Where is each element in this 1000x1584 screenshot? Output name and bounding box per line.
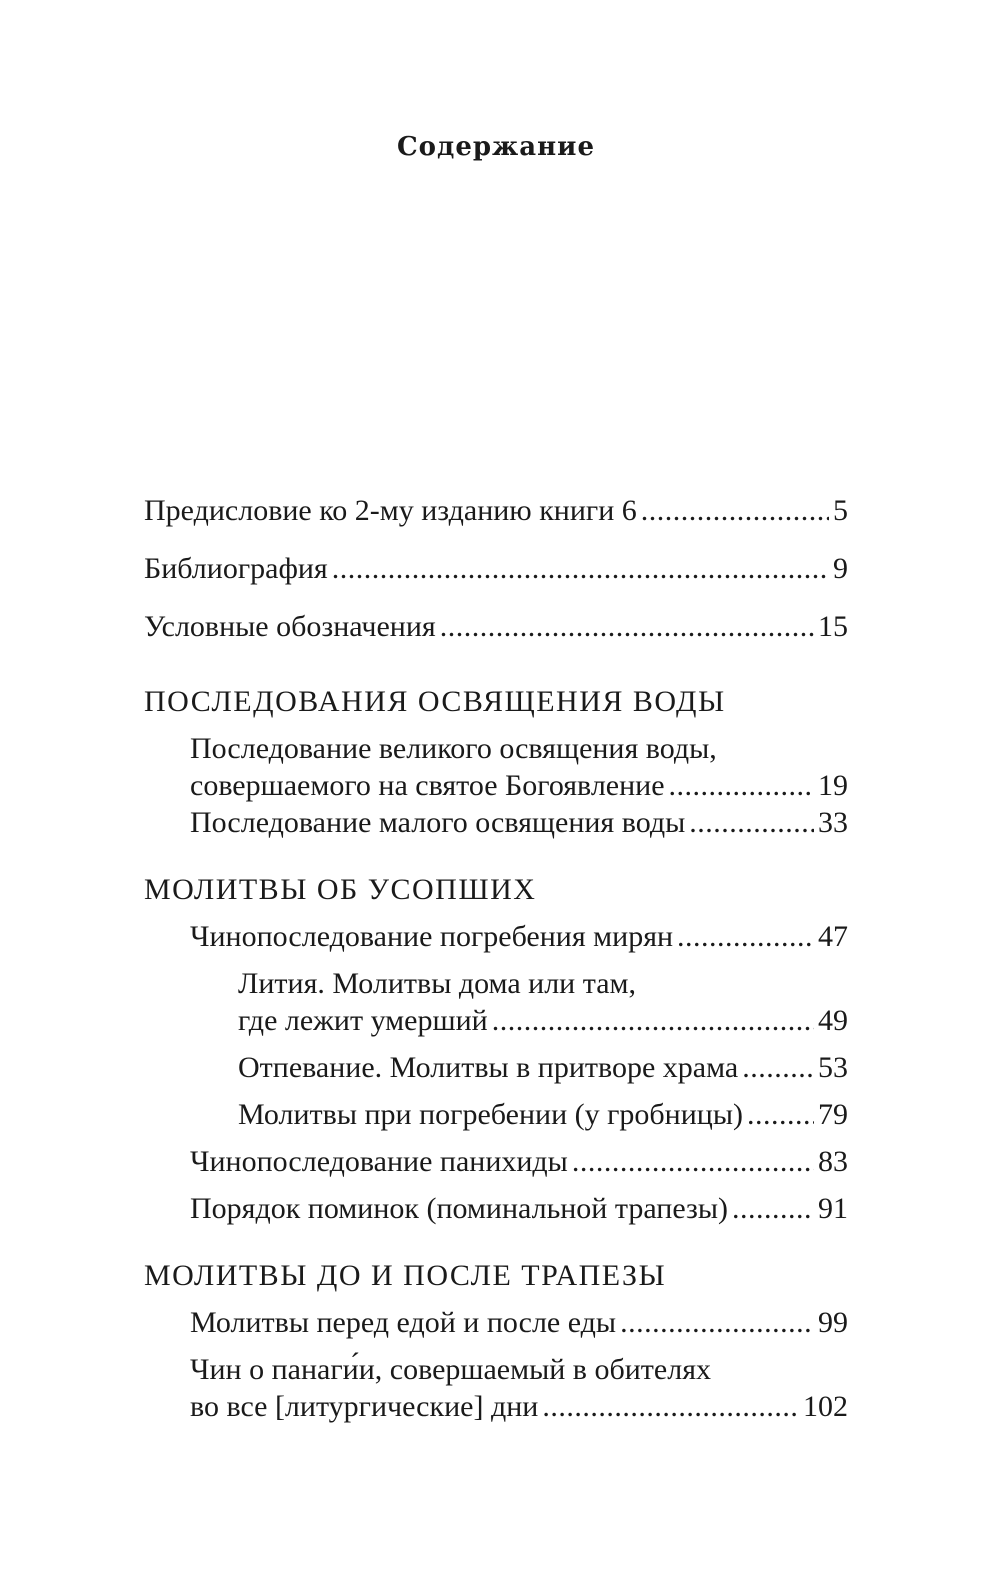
toc-entry-page: 83 [818, 1145, 848, 1178]
toc-entry-page: 53 [818, 1051, 848, 1084]
toc-entry-title: Последование малого освящения воды [190, 806, 686, 839]
toc-entry-memorial-meal[interactable] [144, 1190, 848, 1227]
toc-entry-page: 19 [818, 769, 848, 802]
toc-entry-funeral[interactable] [144, 1049, 848, 1086]
dot-leader [747, 1096, 814, 1133]
dot-leader [542, 1388, 799, 1425]
dot-leader [732, 1190, 814, 1227]
toc-entry-panikhida[interactable] [144, 1143, 848, 1180]
toc-entry-litia[interactable] [144, 965, 848, 1039]
toc-entry-page: 9 [833, 552, 848, 585]
dot-leader [492, 1002, 814, 1039]
section-heading-water-blessing[interactable]: ПОСЛЕДОВАНИЯ ОСВЯЩЕНИЯ ВОДЫ [144, 685, 726, 718]
toc-entry-page: 49 [818, 1004, 848, 1037]
toc-entry-title: Молитвы перед едой и после еды [190, 1306, 617, 1339]
toc-entry-title: Условные обозначения [144, 610, 436, 643]
table-of-contents [144, 492, 848, 1425]
dot-leader [677, 918, 814, 955]
dot-leader [742, 1049, 814, 1086]
toc-entry-title: совершаемого на святое Богоявление [190, 769, 665, 802]
dot-leader [641, 492, 829, 529]
page-title: Содержание [396, 132, 596, 162]
toc-entry-title: Отпевание. Молитвы в притворе храма [238, 1051, 739, 1084]
toc-entry-title-line1: Чин о панаги́и, совершаемый в обителях [190, 1353, 711, 1386]
toc-entry-title-line1: Последование великого освящения воды, [190, 732, 717, 765]
toc-entry-page: 47 [818, 920, 848, 953]
toc-entry-page: 15 [818, 610, 848, 643]
dot-leader [572, 1143, 814, 1180]
toc-entry-page: 33 [818, 806, 848, 839]
toc-entry-title: где лежит умерший [238, 1004, 488, 1037]
toc-entry-page: 79 [818, 1098, 848, 1131]
toc-entry-panagia-rite[interactable] [144, 1351, 848, 1425]
toc-entry-laity-burial[interactable] [144, 918, 848, 955]
toc-entry-graveside[interactable] [144, 1096, 848, 1133]
toc-entry-title-line1: Лития. Молитвы дома или там, [238, 967, 636, 1000]
dot-leader [669, 767, 814, 804]
toc-entry-title: Порядок поминок (поминальной трапезы) [190, 1192, 728, 1225]
toc-entry-page: 91 [818, 1192, 848, 1225]
toc-entry-bibliography[interactable] [144, 550, 848, 587]
toc-entry-great-blessing[interactable] [144, 730, 848, 804]
toc-entry-preface[interactable] [144, 492, 848, 529]
toc-entry-meal-prayers[interactable] [144, 1304, 848, 1341]
toc-entry-title: во все [литургические] дни [190, 1390, 539, 1423]
toc-entry-title: Чинопоследование панихиды [190, 1145, 568, 1178]
toc-entry-abbreviations[interactable] [144, 608, 848, 645]
dot-leader [689, 804, 814, 841]
toc-entry-title: Предисловие ко 2-му изданию книги 6 [144, 494, 637, 527]
toc-entry-title: Чинопоследование погребения мирян [190, 920, 674, 953]
toc-entry-title: Молитвы при погребении (у гробницы) [238, 1098, 743, 1131]
toc-entry-lesser-blessing[interactable] [144, 804, 848, 841]
dot-leader [440, 608, 814, 645]
toc-entry-page: 99 [818, 1306, 848, 1339]
dot-leader [620, 1304, 814, 1341]
section-heading-meal-prayers[interactable]: МОЛИТВЫ ДО И ПОСЛЕ ТРАПЕЗЫ [144, 1259, 667, 1292]
section-heading-departed[interactable]: МОЛИТВЫ ОБ УСОПШИХ [144, 873, 537, 906]
toc-entry-title: Библиография [144, 552, 328, 585]
toc-entry-page: 102 [803, 1390, 848, 1423]
dot-leader [332, 550, 829, 587]
toc-entry-page: 5 [833, 494, 848, 527]
